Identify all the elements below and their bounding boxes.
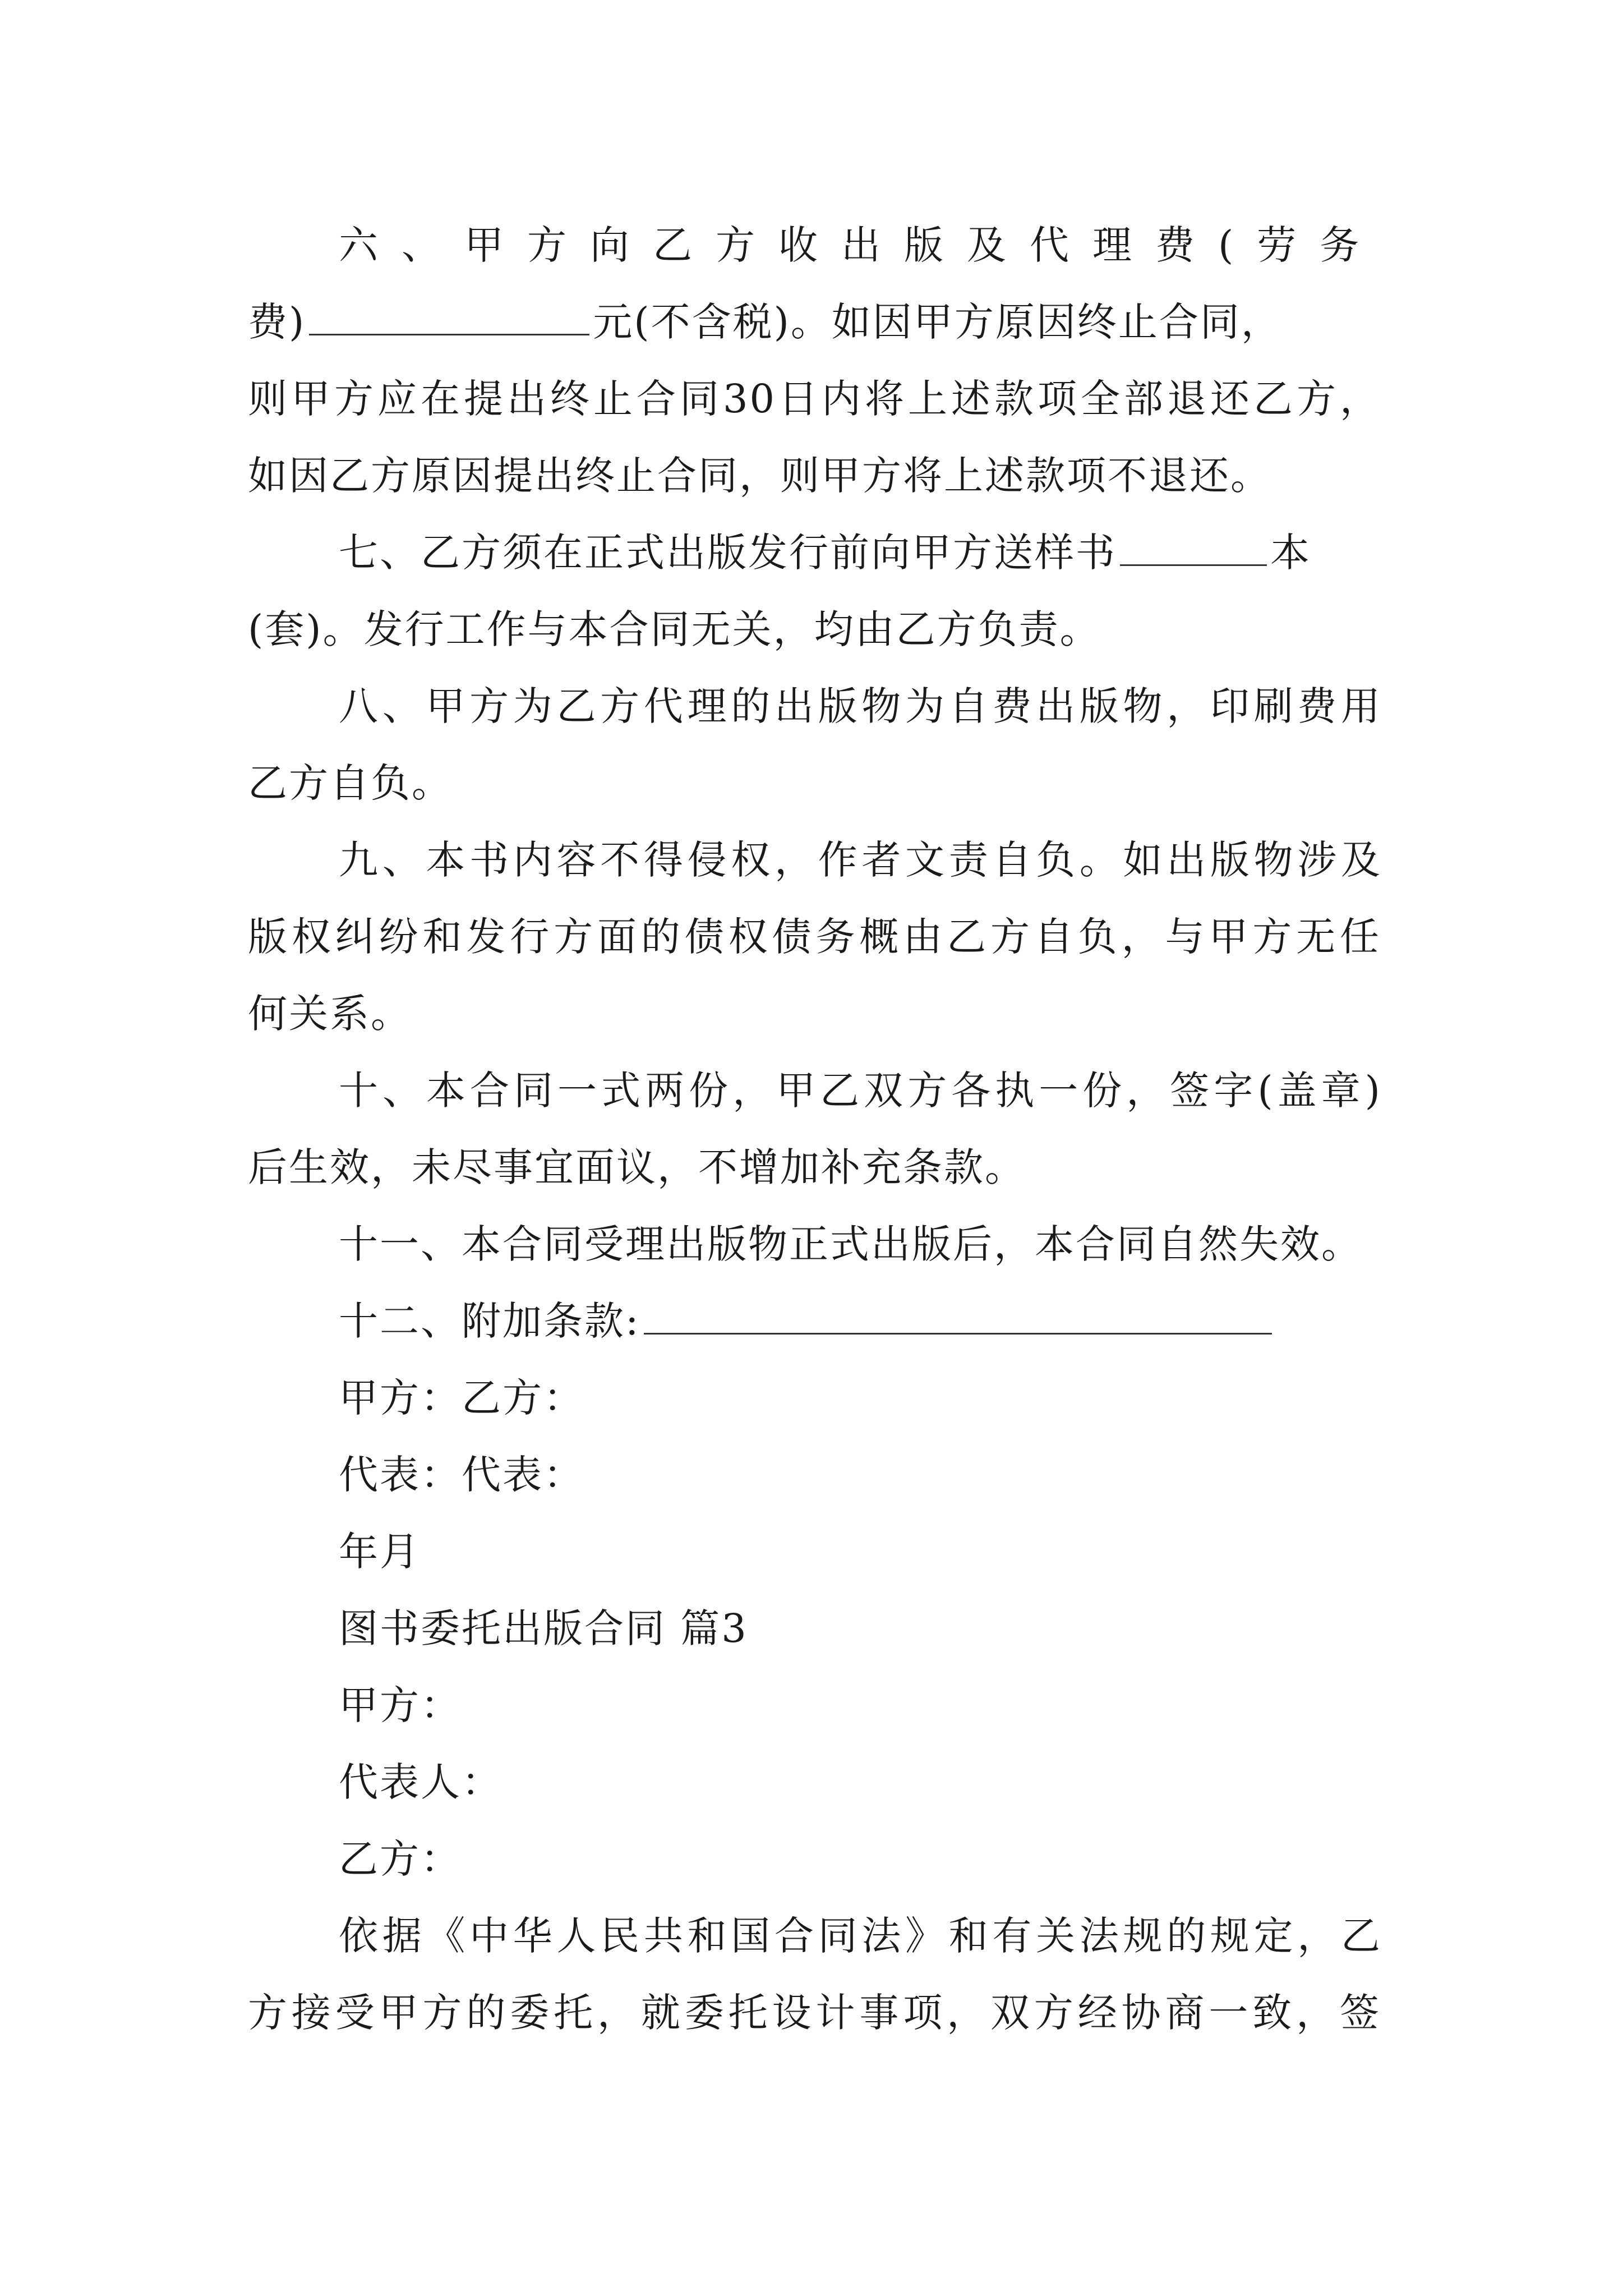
date-line: 年月 bbox=[339, 1529, 421, 1575]
clause-6-line-1: 六、甲方向乙方收出版及代理费(劳务 bbox=[339, 222, 1383, 268]
preamble-line-2: 方接受甲方的委托，就委托设计事项，双方经协商一致，签 bbox=[248, 1990, 1381, 2036]
clause-8-line-1: 八、甲方为乙方代理的出版物为自费出版物，印刷费用 bbox=[339, 683, 1382, 729]
clause-6-line-3: 则甲方应在提出终止合同30日内将上述款项全部退还乙方， bbox=[248, 376, 1381, 422]
clause-9-line-3: 何关系。 bbox=[248, 991, 412, 1037]
clause-8-line-2: 乙方自负。 bbox=[248, 760, 453, 806]
clause-11: 十一、本合同受理出版物正式出版后，本合同自然失效。 bbox=[339, 1221, 1362, 1267]
fee-blank[interactable] bbox=[309, 333, 589, 335]
clause-7-line-2: (套)。发行工作与本合同无关，均由乙方负责。 bbox=[248, 606, 1101, 652]
additional-terms-blank[interactable] bbox=[644, 1332, 1272, 1335]
party-a-line: 甲方： bbox=[339, 1682, 462, 1728]
clause-7-line-1: 七、乙方须在正式出版发行前向甲方送样书 本 bbox=[339, 530, 1311, 576]
clause-9-line-1: 九、本书内容不得侵权，作者文责自负。如出版物涉及 bbox=[339, 837, 1382, 883]
clause-9-line-2: 版权纠纷和发行方面的债权债务概由乙方自负，与甲方无任 bbox=[248, 914, 1381, 960]
clause-6-line-4: 如因乙方原因提出终止合同，则甲方将上述款项不退还。 bbox=[248, 453, 1271, 499]
clause-10-line-2: 后生效，未尽事宜面议，不增加补充条款。 bbox=[248, 1144, 1026, 1190]
clause-12: 十二、附加条款: bbox=[339, 1283, 1382, 1360]
party-b-line: 乙方： bbox=[339, 1836, 462, 1882]
clause-10-line-1: 十、本合同一式两份，甲乙双方各执一份，签字(盖章) bbox=[339, 1068, 1382, 1114]
section-title: 图书委托出版合同 篇3 bbox=[339, 1605, 748, 1651]
party-signatures: 甲方：乙方： bbox=[339, 1375, 584, 1421]
clause-6-line-2: 费) 元(不含税)。如因甲方原因终止合同， bbox=[248, 299, 1282, 345]
representative-line: 代表人： bbox=[339, 1759, 502, 1805]
sample-copies-blank[interactable] bbox=[1120, 564, 1267, 566]
representative-signatures: 代表：代表： bbox=[339, 1452, 584, 1498]
preamble-line-1: 依据《中华人民共和国合同法》和有关法规的规定，乙 bbox=[339, 1913, 1382, 1959]
